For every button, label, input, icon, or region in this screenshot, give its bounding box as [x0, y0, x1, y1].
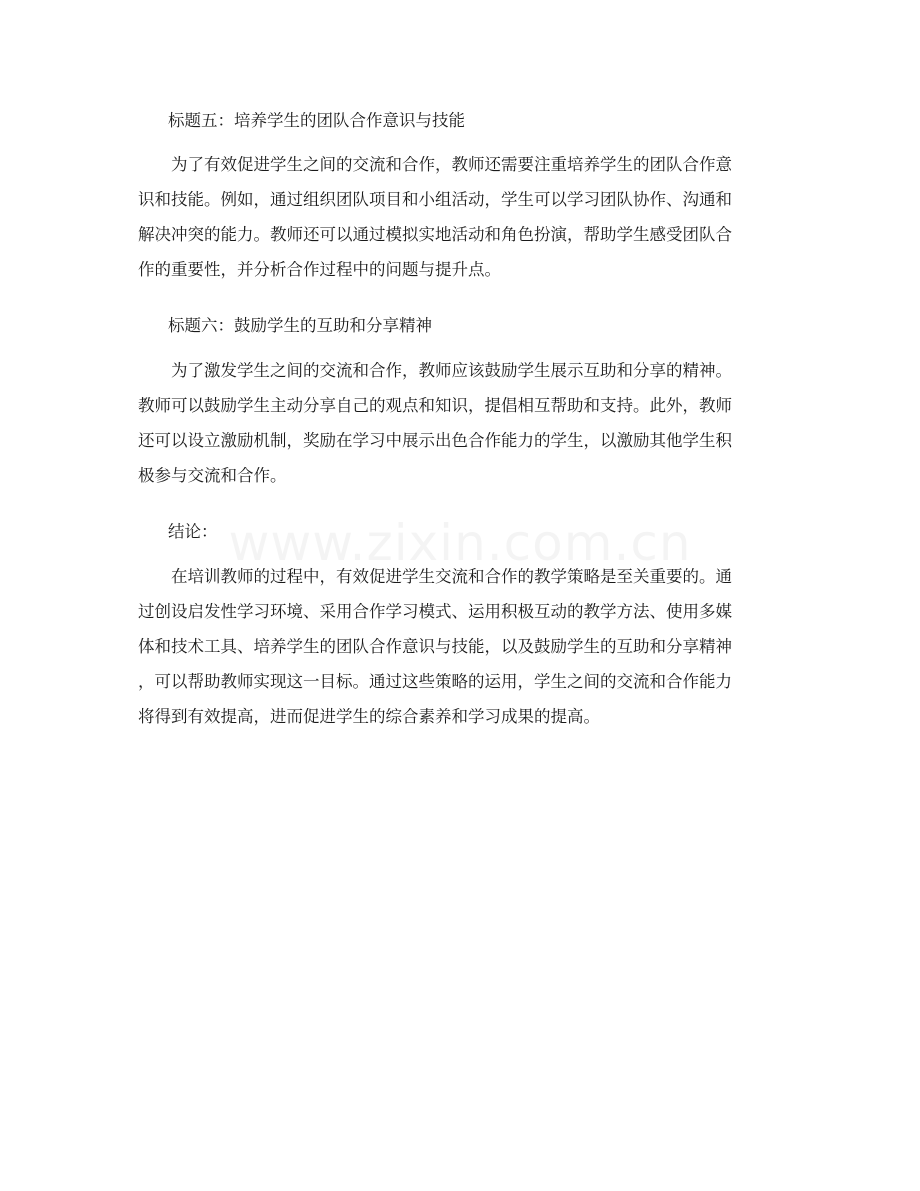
- paragraph-line: 为了激发学生之间的交流和合作，教师应该鼓励学生展示互助和分享的精神。: [138, 361, 732, 380]
- paragraph-line: 还可以设立激励机制，奖励在学习中展示出色合作能力的学生，以激励其他学生积: [138, 431, 732, 450]
- conclusion-paragraph: [138, 559, 786, 734]
- paragraph-line: 极参与交流和合作。: [138, 466, 287, 485]
- section-paragraph-6: [138, 353, 786, 493]
- paragraph-line: 教师可以鼓励学生主动分享自己的观点和知识，提倡相互帮助和支持。此外，教师: [138, 396, 732, 415]
- paragraph-line: 解决冲突的能力。教师还可以通过模拟实地活动和角色扮演，帮助学生感受团队合: [138, 225, 732, 244]
- paragraph-line: 为了有效促进学生之间的交流和合作，教师还需要注重培养学生的团队合作意: [138, 155, 732, 174]
- paragraph-line: 过创设启发性学习环境、采用合作学习模式、运用积极互动的教学方法、使用多媒: [138, 602, 732, 621]
- section-paragraph-5: [138, 147, 786, 287]
- paragraph-line: 将得到有效提高，进而促进学生的综合素养和学习成果的提高。: [138, 707, 600, 726]
- section-heading-5: 标题五：培养学生的团队合作意识与技能: [168, 111, 465, 130]
- paragraph-line: 在培训教师的过程中，有效促进学生交流和合作的教学策略是至关重要的。通: [138, 567, 732, 586]
- paragraph-line: ，可以帮助教师实现这一目标。通过这些策略的运用，学生之间的交流和合作能力: [138, 672, 732, 691]
- section-heading-6: 标题六：鼓励学生的互助和分享精神: [168, 316, 432, 335]
- paragraph-line: 作的重要性，并分析合作过程中的问题与提升点。: [138, 260, 501, 279]
- paragraph-line: 识和技能。例如，通过组织团队项目和小组活动，学生可以学习团队协作、沟通和: [138, 190, 732, 209]
- paragraph-line: 体和技术工具、培养学生的团队合作意识与技能，以及鼓励学生的互助和分享精神: [138, 637, 732, 656]
- conclusion-heading: 结论：: [168, 522, 218, 541]
